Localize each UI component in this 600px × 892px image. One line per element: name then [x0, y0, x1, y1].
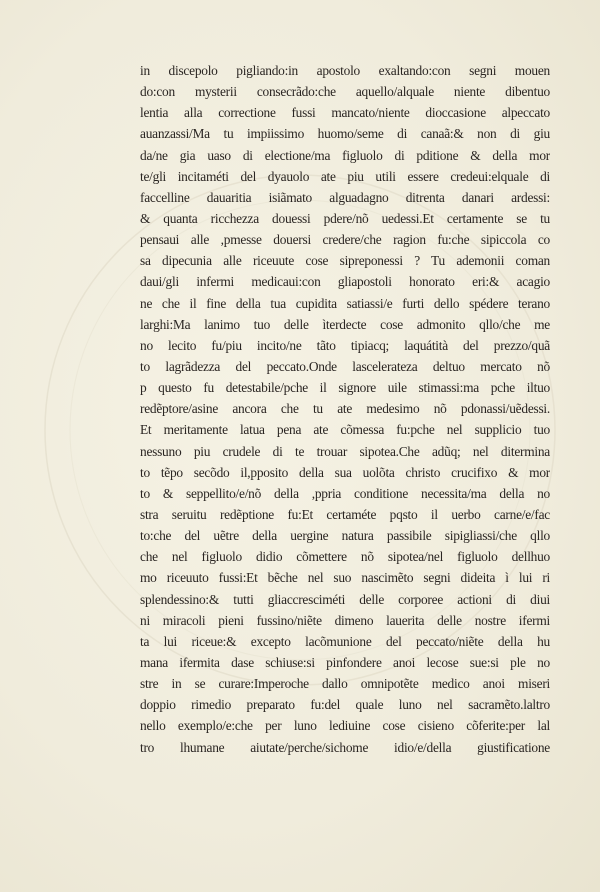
text-line: in discepolo pigliando:in apostolo exaltando:con segni mouen: [140, 63, 550, 78]
text-line: to lagrãdezza del peccato.Onde lascelerateza deltuo mercato nõ: [140, 358, 550, 374]
text-line: p questo fu detestabile/pche il signore uile stimassi:ma pche iltuo: [140, 380, 550, 396]
text-line: nello exemplo/e:che per luno lediuine cose cisieno cõferite:per lal: [140, 718, 550, 734]
text-block: [140, 60, 550, 758]
text-line: faccelline dauaritia isiãmato alguadagno ditrenta danari ardessi:: [140, 189, 550, 205]
text-line: stra seruitu redẽptione fu:Et certaméte pqsto il uerbo carne/e/fac: [140, 506, 550, 522]
text-line: te/gli incitaméti del dyauolo ate piu utili essere credeui:elquale di: [140, 168, 550, 184]
text-line: che nel figluolo didio cõmettere nõ sipotea/nel figluolo dellhuo: [140, 549, 550, 565]
text-line: ne che il fine della tua cupidita satiassi/e furti dello spédere terano: [140, 295, 550, 311]
text-line: tro lhumane aiutate/perche/sichome idio/e/della giustificatione: [140, 739, 550, 755]
text-line: to tẽpo secõdo il,pposito della sua uolõta christo crucifixo & mor: [140, 464, 550, 480]
text-line: no lecito fu/piu incito/ne tãto tipiacq; laquátità del prezzo/quã: [140, 337, 550, 353]
text-line: mo riceuuto fussi:Et bẽche nel suo nascimẽto segni dideita ì lui ri: [140, 570, 550, 586]
text-line: stre in se curare:Imperoche dallo omnipotẽte medico anoi miseri: [140, 676, 550, 692]
text-line: daui/gli infermi medicaui:con gliapostoli honorato eri:& acagio: [140, 274, 550, 290]
text-line: Et meritamente latua pena ate cõmessa fu:pche nel supplicio tuo: [140, 422, 550, 438]
text-line: do:con mysterii consecrãdo:che aquello/alquale niente dibentuo: [140, 84, 550, 100]
text-line: redẽptore/asine ancora che tu ate medesimo nõ pdonassi/uẽdessi.: [140, 401, 550, 417]
text-line: ta lui riceue:& excepto lacõmunione del peccato/niẽte della hu: [140, 633, 550, 649]
text-line: pensaui alle ,pmesse douersi credere/che ragion fu:che sipiccola co: [140, 232, 550, 248]
text-line: mana ifermita dase schiuse:si pinfondere anoi lecose sue:si ple no: [140, 654, 550, 670]
text-line: larghi:Ma lanimo tuo delle ìterdecte cose admonito qllo/che me: [140, 316, 550, 332]
text-line: da/ne gia uaso di electione/ma figluolo di pditione & della mor: [140, 147, 550, 163]
text-line: nessuno piu crudele di te trouar sipotea.Che adũq; nel ditermina: [140, 443, 550, 459]
text-line: to:che del uẽtre della uergine natura passibile sipigliassi/che qllo: [140, 528, 550, 544]
text-line: doppio rimedio preparato fu:del quale luno nel sacramẽto.laltro: [140, 697, 550, 713]
text-line: lentia alla correctione fussi mancato/niente dioccasione alpeccato: [140, 105, 550, 121]
text-line: sa dipecunia alle riceuute cose sipreponessi ? Tu ademonii coman: [140, 253, 550, 269]
text-line: to & seppellito/e/nõ della ,ppria conditione necessita/ma della no: [140, 485, 550, 501]
text-line: & quanta ricchezza douessi pdere/nõ uedessi.Et certamente se tu: [140, 210, 550, 226]
text-line: ni miracoli pieni fussino/niẽte dimeno lauerita delle nostre ifermi: [140, 612, 550, 628]
text-line: auanzassi/Ma tu impiissimo huomo/seme di canaã:& non di giu: [140, 126, 550, 142]
text-line: splendessino:& tutti gliaccresciméti delle corporee actioni di diui: [140, 591, 550, 607]
